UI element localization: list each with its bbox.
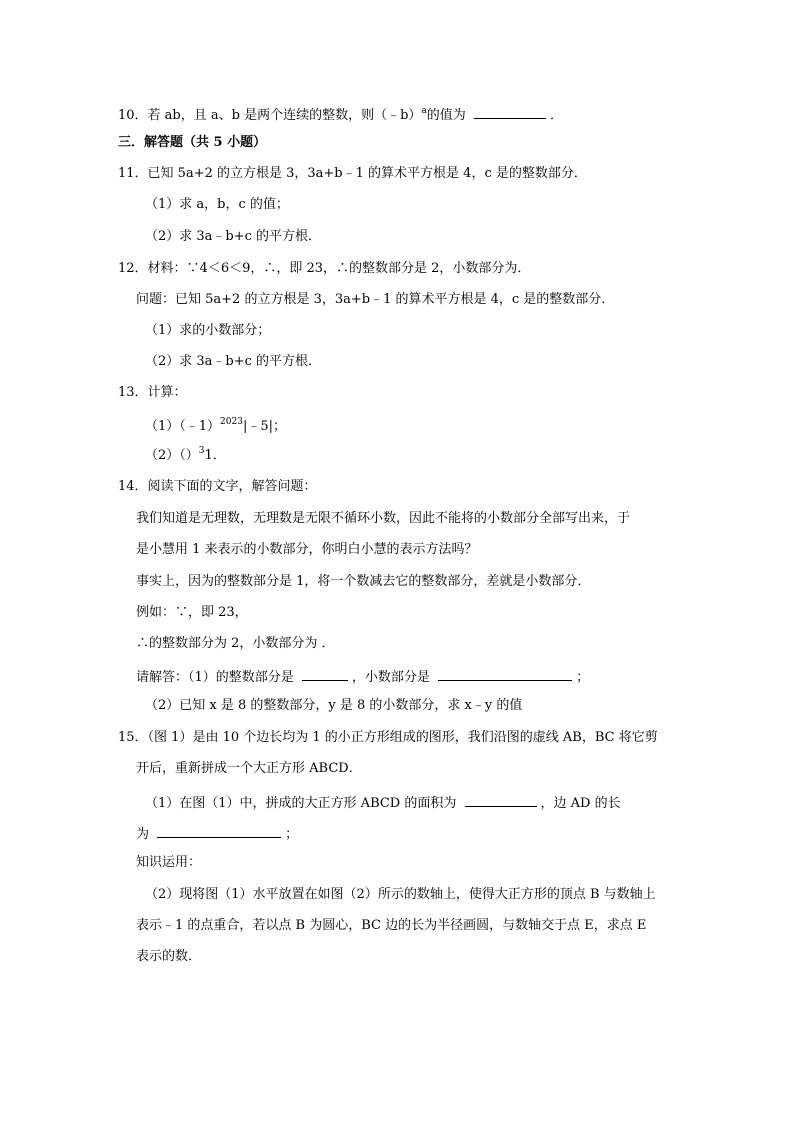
answer-blank[interactable]: [465, 792, 537, 807]
question-14-line-5: ∴的整数部分为 2，小数部分为 ．: [136, 636, 335, 651]
question-12-problem: 问题：已知 5a+2 的立方根是 3，3a+b﹣1 的算术平方根是 4，c 是的整数部分．: [136, 292, 615, 307]
q13-p1-tail: |﹣5|；: [242, 419, 286, 434]
question-14-part-1: [136, 666, 589, 687]
question-14-stem: 14．阅读下面的文字，解答问题：: [118, 479, 317, 494]
question-13-part-2: [145, 447, 226, 466]
question-13-part-1: [145, 418, 286, 437]
section-title: 三．解答题（共 5 小题）: [118, 135, 267, 150]
question-11-part-1: （1）求 a，b，c 的值；: [145, 197, 289, 212]
q13-p2-base: （2）（）: [145, 448, 199, 463]
q13-p2-tail: 1．: [204, 448, 226, 463]
q10-tail: 的值为: [426, 108, 466, 123]
answer-blank[interactable]: [438, 666, 572, 681]
question-15-part-1-continued: [136, 823, 298, 844]
question-14-line-4: 例如：∵，即 23，: [136, 605, 248, 620]
question-14-line-1: 我们知道是无理数，无理数是无限不循环小数，因此不能将的小数部分全部写出来，于: [136, 511, 631, 526]
question-10: [118, 104, 563, 126]
q15-p1-end: ；: [285, 827, 299, 842]
q10-end: ．: [549, 108, 563, 123]
q15-p1-prefix: （1）在图（1）中，拼成的大正方形 ABCD 的面积为: [145, 796, 457, 811]
question-13-stem: 13．计算：: [118, 385, 187, 400]
q15-p1-middle: ，边 AD 的长: [540, 796, 621, 811]
q14-p1-end: ；: [576, 670, 590, 685]
q14-p1-prefix: 请解答：（1）的整数部分是: [136, 670, 294, 685]
q13-p1-exponent: 2023: [220, 417, 243, 427]
q10-text: 10．若 ab，且 a、b 是两个连续的整数，则（﹣b）: [118, 108, 422, 123]
question-11-part-2: （2）求 3a﹣b+c 的平方根．: [145, 229, 322, 244]
question-12-stem: 12．材料：∵4＜6＜9，∴，即 23，∴的整数部分是 2，小数部分为．: [118, 261, 531, 276]
question-15-part-2-line-3: 表示的数．: [136, 949, 202, 964]
q15-p1-wei: 为: [136, 827, 150, 842]
question-15-part-2-line-2: 表示﹣1 的点重合，若以点 B 为圆心，BC 边的长为半径画圆，与数轴交于点 E，求点 E: [136, 918, 647, 933]
question-14-line-3: 事实上，因为的整数部分是 1，将一个数减去它的整数部分，差就是小数部分．: [136, 574, 591, 589]
question-15-line-2: 开后，重新拼成一个大正方形 ABCD．: [136, 761, 362, 776]
question-15-line-1: 15．（图 1）是由 10 个边长均为 1 的小正方形组成的图形，我们沿图的虚线 AB，BC 将它剪: [118, 730, 658, 745]
question-15-part-1: [145, 792, 621, 813]
question-15-knowledge: 知识运用：: [136, 855, 202, 870]
question-14-line-2: 是小慧用 1 来表示的小数部分，你明白小慧的表示方法吗？: [136, 542, 478, 557]
answer-blank[interactable]: [302, 666, 348, 681]
q13-p2-exponent: 3: [198, 446, 205, 456]
q13-p1-base: （1）（﹣1）: [145, 419, 221, 434]
answer-blank[interactable]: [474, 104, 546, 119]
q14-p1-middle: ，小数部分是: [351, 670, 430, 685]
question-11-stem: 11．已知 5a+2 的立方根是 3，3a+b﹣1 的算术平方根是 4，c 是的整数部分．: [118, 166, 587, 181]
question-15-part-2-line-1: （2）现将图（1）水平放置在如图（2）所示的数轴上，使得大正方形的顶点 B 与数轴上: [145, 887, 656, 902]
q10-exponent: a: [421, 106, 427, 116]
question-14-part-2: （2）已知 x 是 8 的整数部分，y 是 8 的小数部分，求 x﹣y 的值: [145, 698, 523, 713]
question-12-part-1: （1）求的小数部分；: [145, 323, 271, 338]
question-12-part-2: （2）求 3a﹣b+c 的平方根．: [145, 354, 322, 369]
answer-blank[interactable]: [157, 823, 281, 838]
